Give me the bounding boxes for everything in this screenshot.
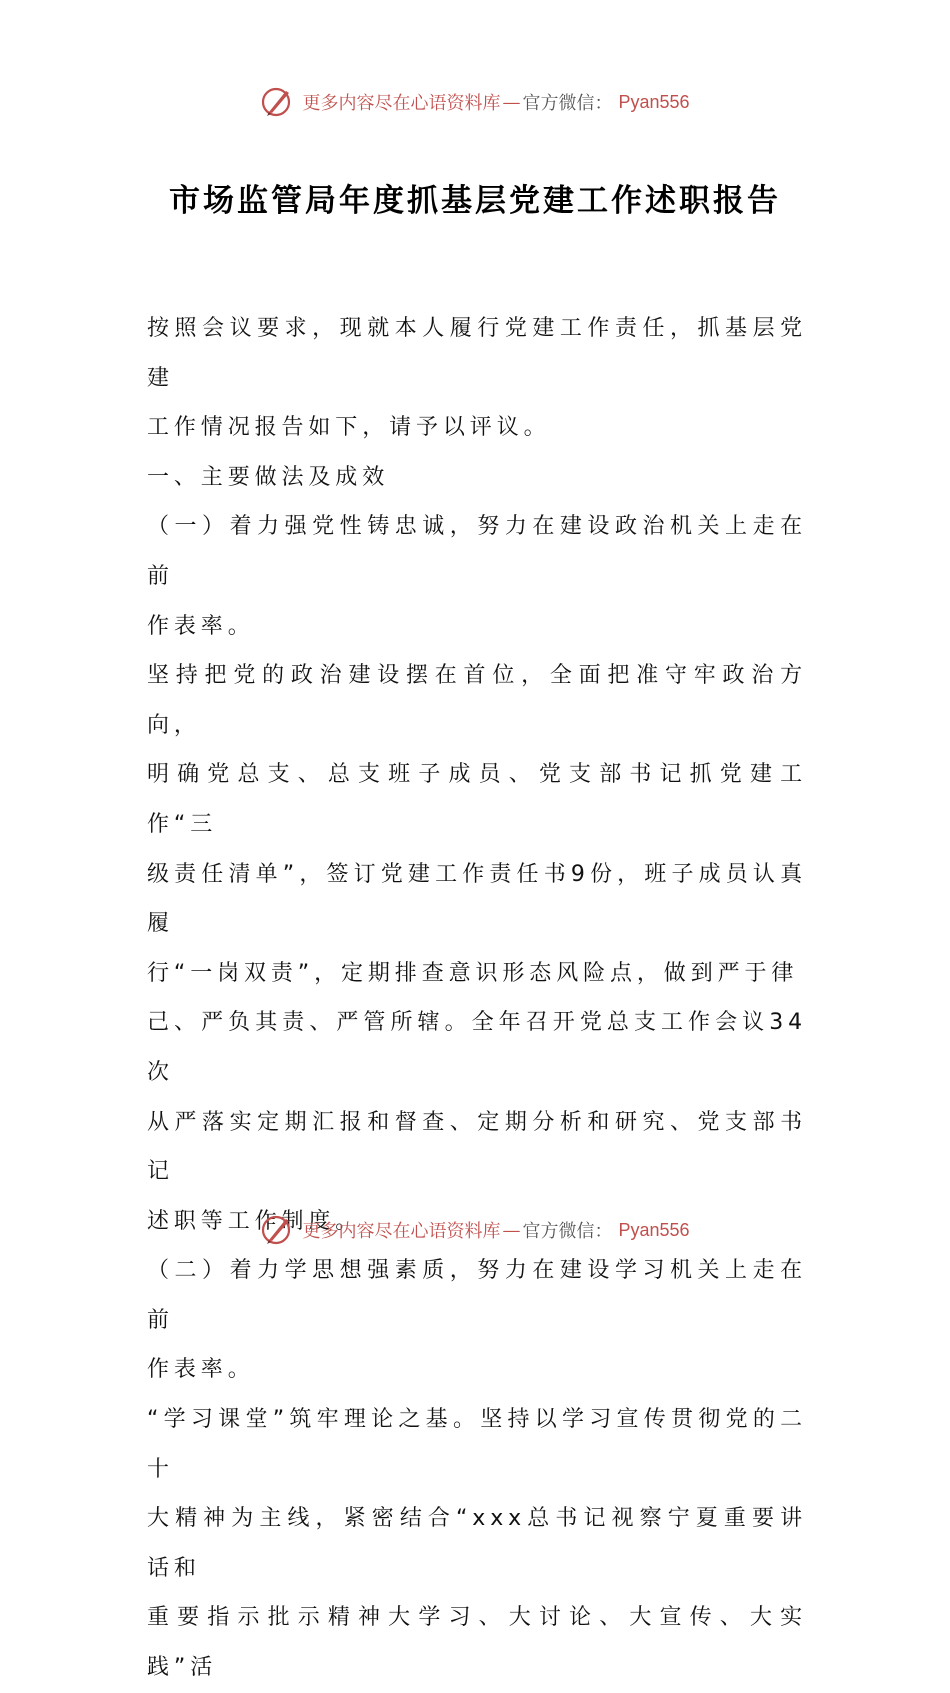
- text-line: 己、严负其责、严管所辖。全年召开党总支工作会议34次: [147, 1010, 807, 1085]
- document-body: [147, 304, 807, 1693]
- banner-wechat-label: 官方微信：: [522, 1221, 613, 1242]
- text-line: “学习课堂”筑牢理论之基。坚持以学习宣传贯彻党的二十: [147, 1407, 807, 1482]
- text-line: 大精神为主线，紧密结合“xxx总书记视察宁夏重要讲话和: [147, 1506, 807, 1581]
- text-line: 述职等工作制度。: [147, 1208, 363, 1234]
- text-line: 一、主要做法及成效: [147, 464, 390, 490]
- text-line: 按照会议要求，现就本人履行党建工作责任，抓基层党建: [147, 316, 807, 391]
- banner-separator: —: [502, 91, 521, 113]
- text-line: 行“一岗双责”，定期排查意识形态风险点，做到严于律: [147, 960, 799, 986]
- quill-logo-icon: [260, 1213, 294, 1247]
- banner-wechat-id: Pyan556: [618, 1219, 690, 1240]
- text-line: （二）着力学思想强素质，努力在建设学习机关上走在前: [147, 1258, 807, 1333]
- banner-wechat-label: 官方微信：: [522, 93, 613, 114]
- header-banner: [0, 82, 950, 122]
- banner-wechat-id: Pyan556: [618, 91, 690, 112]
- text-line: （一）着力强党性铸忠诚，努力在建设政治机关上走在前: [147, 514, 807, 589]
- text-line: 从严落实定期汇报和督查、定期分析和研究、党支部书记: [147, 1109, 807, 1185]
- banner-separator: —: [502, 1219, 521, 1241]
- text-line: 作表率。: [147, 1357, 255, 1383]
- text-line: 工作情况报告如下，请予以评议。: [147, 415, 551, 441]
- quill-logo-icon: [260, 85, 294, 119]
- text-line: 作表率。: [147, 613, 255, 639]
- text-line: 明确党总支、总支班子成员、党支部书记抓党建工作“三: [147, 762, 807, 837]
- footer-banner: [0, 1210, 950, 1250]
- text-line: 级责任清单”，签订党建工作责任书9份，班子成员认真履: [147, 861, 807, 937]
- text-line: 坚持把党的政治建设摆在首位，全面把准守牢政治方向，: [147, 663, 807, 738]
- document-title: 市场监管局年度抓基层党建工作述职报告: [169, 183, 781, 219]
- banner-text: 更多内容尽在心语资料库: [302, 1221, 501, 1242]
- banner-text: 更多内容尽在心语资料库: [302, 93, 501, 114]
- text-line: 重要指示批示精神大学习、大讨论、大宣传、大实践”活: [147, 1605, 807, 1681]
